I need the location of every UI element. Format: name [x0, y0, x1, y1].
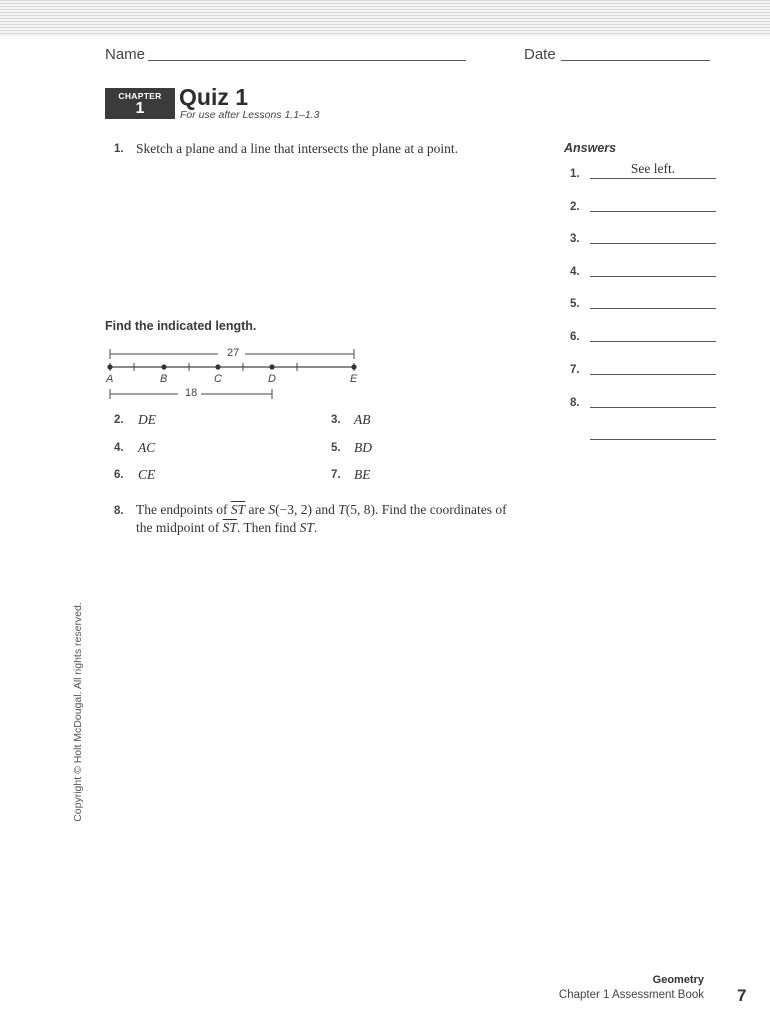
point-label-e: E — [350, 373, 358, 385]
point-c — [215, 364, 220, 369]
answer-number: 4. — [570, 266, 580, 278]
answer-line[interactable] — [590, 178, 716, 179]
q8-text: are — [245, 502, 269, 517]
answer-line[interactable] — [590, 439, 716, 440]
q8-text: the midpoint of — [136, 520, 223, 535]
problem-text: DE — [138, 412, 156, 427]
footer-subject: Geometry — [652, 974, 704, 986]
point-a — [107, 364, 112, 369]
answer-number: 6. — [570, 331, 580, 343]
top-measure-label: 27 — [227, 347, 240, 359]
q8-text: (−3, 2) and — [275, 502, 339, 517]
point-d — [269, 364, 274, 369]
point-label-c: C — [214, 373, 222, 385]
page-number: 7 — [737, 986, 747, 1005]
problem-number: 7. — [331, 469, 341, 481]
point-label-a: A — [106, 373, 114, 385]
point-label-b: B — [160, 373, 168, 385]
answer-number: 7. — [570, 364, 580, 376]
q8-point-t: T — [338, 502, 346, 517]
date-field[interactable] — [561, 60, 710, 61]
q8-segment: $\overline{ST}$ — [230, 502, 246, 517]
bottom-measure-label: 18 — [185, 387, 198, 399]
problem-number: 3. — [331, 414, 341, 426]
q8-segment: $\overline{ST}$ — [222, 520, 237, 535]
point-b — [161, 364, 166, 369]
question-1-number: 1. — [114, 143, 124, 155]
answer-line[interactable] — [590, 374, 716, 375]
problem-text: BD — [354, 440, 372, 455]
question-8-line-2 — [136, 520, 317, 536]
answer-number: 8. — [570, 397, 580, 409]
problem-number: 5. — [331, 442, 341, 454]
date-label: Date — [524, 46, 556, 63]
problem-text: AC — [138, 440, 156, 455]
answer-number: 3. — [570, 233, 580, 245]
point-label-d: D — [268, 373, 276, 385]
question-8-number: 8. — [114, 505, 124, 517]
chapter-number: 1 — [135, 100, 145, 117]
q8-text: . — [313, 520, 318, 535]
answer-number: 1. — [570, 168, 580, 180]
answer-number: 2. — [570, 201, 580, 213]
q8-text: (5, 8). Find the coordinates of — [345, 502, 507, 517]
answer-number: 5. — [570, 298, 580, 310]
answers-heading: Answers — [564, 141, 617, 155]
chapter-label: CHAPTER — [118, 91, 162, 101]
answer-line[interactable] — [590, 276, 716, 277]
answer-line[interactable] — [590, 211, 716, 212]
answer-line[interactable] — [590, 243, 716, 244]
problem-text: AB — [354, 412, 371, 427]
problem-number: 2. — [114, 414, 124, 426]
answer-line[interactable] — [590, 308, 716, 309]
page-title: Quiz 1 — [179, 84, 249, 110]
problem-text: CE — [138, 467, 156, 482]
chapter-badge — [105, 88, 175, 119]
name-label: Name — [105, 46, 146, 63]
q8-text: The endpoints of — [136, 502, 231, 517]
point-e — [351, 364, 356, 369]
copyright-notice: Copyright © Holt McDougal. All rights reserved. — [72, 602, 84, 822]
footer-book: Chapter 1 Assessment Book — [558, 989, 704, 1001]
q8-point-s: S — [268, 502, 276, 517]
section-heading: Find the indicated length. — [105, 319, 257, 333]
problem-text: BE — [354, 467, 371, 482]
question-8-line-1 — [136, 502, 507, 518]
top-border — [0, 0, 770, 36]
problem-number: 4. — [114, 442, 124, 454]
answer-value: See left. — [630, 161, 676, 176]
q8-segment: ST — [299, 520, 314, 535]
page-subtitle: For use after Lessons 1.1–1.3 — [180, 109, 320, 121]
problem-number: 6. — [114, 469, 124, 481]
answer-line[interactable] — [590, 341, 716, 342]
q8-text: . Then find — [236, 520, 300, 535]
answer-line[interactable] — [590, 407, 716, 408]
name-field[interactable] — [148, 60, 466, 61]
question-1-text: Sketch a plane and a line that intersects the plane at a point. — [136, 141, 459, 156]
